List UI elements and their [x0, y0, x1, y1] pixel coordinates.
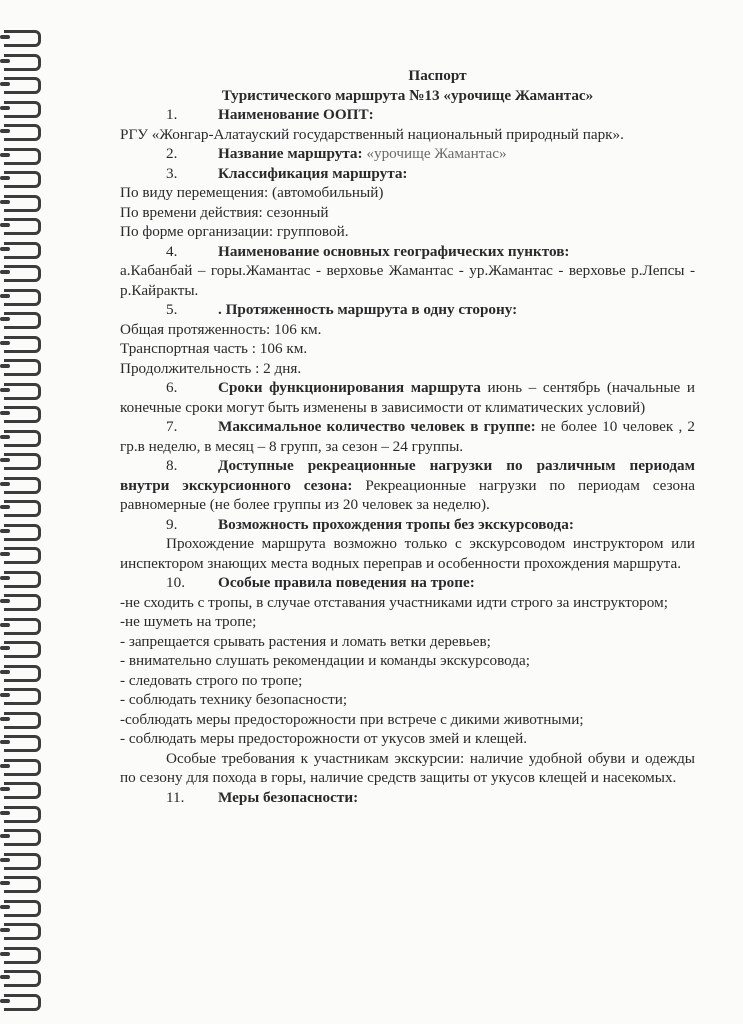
binding-ring [4, 876, 41, 893]
rule-item: - внимательно слушать рекомендации и команды экскурсовода; [120, 652, 531, 669]
document-title: Паспорт [408, 67, 467, 84]
section-7: 7. Максимальное количество человек в группе: не более 10 человек , 2 гр.в неделю, в месяц – 8 групп, за сезон – 24 группы. [120, 418, 695, 455]
binding-ring [4, 571, 41, 588]
binding-ring [4, 77, 41, 94]
section-10-heading: 10. Особые правила поведения на тропе: [166, 574, 475, 591]
binding-ring [4, 336, 41, 353]
binding-ring [4, 641, 41, 658]
binding-ring [4, 406, 41, 423]
binding-ring [4, 970, 41, 987]
spiral-binding [0, 0, 44, 1024]
rule-item: - соблюдать меры предосторожности от укусов змей и клещей. [120, 730, 528, 747]
binding-ring [4, 430, 41, 447]
binding-ring [4, 829, 41, 846]
binding-ring [4, 735, 41, 752]
rule-item: - соблюдать технику безопасности; [120, 691, 348, 708]
section-6: 6. Сроки функционирования маршрута июнь – сентябрь (начальные и конечные сроки могут быть изменены в зависимости от климатических условий) [120, 379, 696, 416]
binding-ring [4, 618, 41, 635]
binding-ring [4, 688, 41, 705]
binding-ring [4, 500, 41, 517]
binding-ring [4, 265, 41, 282]
binding-ring [4, 547, 41, 564]
binding-ring [4, 124, 41, 141]
section-11-heading: 11. Меры безопасности: [166, 788, 359, 806]
binding-ring [4, 148, 41, 165]
rule-item: -не сходить с тропы, в случае отставания участниками идти строго за инструктором; [120, 593, 668, 611]
binding-ring [4, 453, 41, 470]
section-10-extra: Особые требования к участникам экскурсии: наличие удобной обуви и одежды по сезону для похода в горы, наличие средств защиты от укусов клещей и насекомых. [120, 749, 695, 786]
section-9-heading: 9. Возможность прохождения тропы без экскурсовода: [166, 515, 574, 533]
binding-ring [4, 54, 41, 71]
binding-ring [4, 289, 41, 306]
section-4-heading: 4. Наименование основных географических пунктов: [166, 242, 570, 260]
binding-ring [4, 900, 41, 917]
binding-ring [4, 712, 41, 729]
binding-ring [4, 477, 41, 494]
section-4-text: а.Кабанбай – горы.Жамантас - верховье Жамантас - ур.Жамантас - верховье р.Лепсы - р.Кайракты. [120, 262, 695, 299]
section-3-line-3: По форме организации: групповой. [120, 223, 349, 240]
binding-ring [4, 195, 41, 212]
section-8: 8. Доступные рекреационные нагрузки по различным периодам внутри экскурсионного сезона: Рекреационные нагрузки по периодам сезона равномерные (не более группы из 20 человек за неделю). [120, 457, 695, 513]
rule-item: - следовать строго по тропе; [120, 671, 303, 689]
binding-ring [4, 665, 41, 682]
rule-item: - запрещается срывать растения и ломать ветки деревьев; [120, 632, 491, 650]
binding-ring [4, 383, 41, 400]
binding-ring [4, 30, 41, 47]
section-3-line-2: По времени действия: сезонный [120, 203, 329, 221]
binding-ring [4, 782, 41, 799]
binding-ring [4, 242, 41, 259]
binding-ring [4, 101, 41, 118]
section-3-heading: 3. Классификация маршрута: [166, 164, 408, 182]
binding-ring [4, 853, 41, 870]
rule-item: -не шуметь на тропе; [120, 613, 257, 630]
section-5-heading: 5. . Протяженность маршрута в одну сторону: [166, 301, 518, 318]
section-1-text: РГУ «Жонгар-Алатауский государственный национальный природный парк». [120, 125, 624, 143]
section-5-line-2: Транспортная часть : 106 км. [120, 340, 308, 357]
binding-ring [4, 312, 41, 329]
binding-ring [4, 359, 41, 376]
section-5-line-3: Продолжительность : 2 дня. [120, 359, 302, 377]
section-3-line-1: По виду перемещения: (автомобильный) [120, 184, 384, 201]
binding-ring [4, 218, 41, 235]
section-2: 2. Название маршрута: «урочище Жамантас» [166, 145, 507, 162]
binding-ring [4, 947, 41, 964]
section-5-line-1: Общая протяженность: 106 км. [120, 320, 322, 338]
section-1-heading: 1. Наименование ООПТ: [166, 106, 374, 123]
rule-item: -соблюдать меры предосторожности при встрече с дикими животными; [120, 710, 584, 728]
binding-ring [4, 524, 41, 541]
section-9-text: Прохождение маршрута возможно только с экскурсоводом инструктором или инспектором знающих места водных переправ и особенности прохождения маршрута. [120, 535, 695, 572]
binding-ring [4, 923, 41, 940]
binding-ring [4, 594, 41, 611]
binding-ring [4, 994, 41, 1011]
document-subtitle: Туристического маршрута №13 «урочище Жамантас» [221, 86, 594, 104]
document-page [120, 66, 695, 807]
binding-ring [4, 759, 41, 776]
binding-ring [4, 171, 41, 188]
binding-ring [4, 806, 41, 823]
